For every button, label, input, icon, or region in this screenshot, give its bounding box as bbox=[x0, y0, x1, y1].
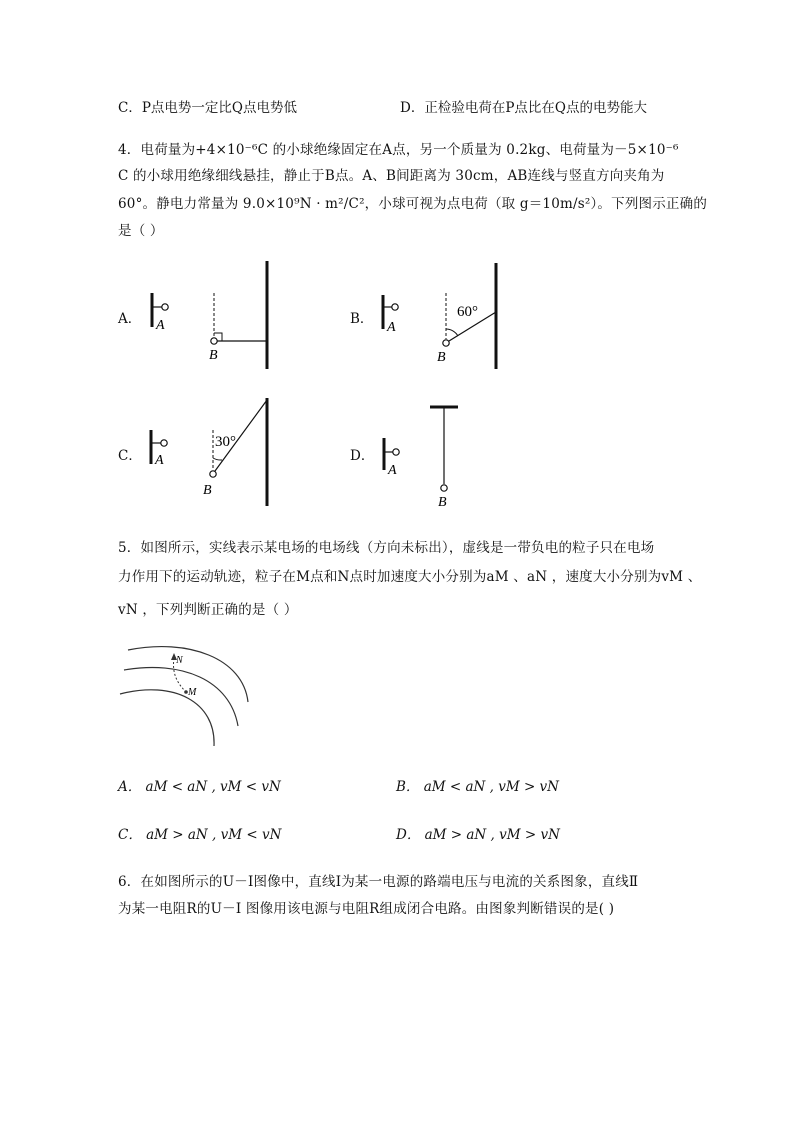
q4-figure-d bbox=[350, 392, 510, 512]
figure-d-diagram bbox=[350, 392, 510, 512]
figure-d-point-b: B bbox=[438, 495, 447, 510]
figure-b-diagram bbox=[350, 255, 510, 375]
figure-a-label: A． bbox=[118, 311, 142, 327]
q5-option-d: D． aM > aN , vM > vN bbox=[396, 827, 560, 843]
q3-option-d: D．正检验电荷在P点比在Q点的电势能大 bbox=[400, 100, 647, 116]
figure-a-diagram bbox=[118, 255, 278, 375]
q5-field-figure bbox=[118, 636, 258, 754]
q6-line-2: 为某一电阻R的U－I 图像用该电源与电阻R组成闭合电路。由图象判断错误的是( ) bbox=[118, 901, 615, 917]
q5-line-3: vN ，下列判断正确的是（ ） bbox=[118, 602, 298, 618]
figure-d-point-a: A bbox=[388, 463, 397, 478]
figure-a-point-a: A bbox=[156, 318, 165, 333]
figure-b-label: B． bbox=[350, 311, 374, 327]
q5-line-1: 5．如图所示，实线表示某电场的电场线（方向未标出），虚线是一带负电的粒子只在电场 bbox=[118, 540, 655, 556]
q4-line-1: 4．电荷量为+4×10⁻⁶C 的小球绝缘固定在A点，另一个质量为 0.2kg、电荷量为－5×10⁻⁶ bbox=[118, 142, 679, 158]
q5-option-c: C． aM > aN , vM < vN bbox=[118, 827, 282, 843]
q4-line-3: 60°。静电力常量为 9.0×10⁹N · m²/C²，小球可视为点电荷（取 g＝10m/s²）。下列图示正确的 bbox=[118, 196, 708, 212]
figure-c-label: C． bbox=[118, 448, 142, 464]
q3-option-c: C．P点电势一定比Q点电势低 bbox=[118, 100, 297, 116]
figure-b-point-b: B bbox=[437, 350, 446, 365]
point-n-label: N bbox=[176, 655, 183, 666]
q5-option-b: B． aM < aN , vM > vN bbox=[396, 779, 559, 795]
q4-figure-c bbox=[118, 392, 278, 512]
field-lines-diagram bbox=[118, 636, 258, 754]
q4-figure-a bbox=[118, 255, 278, 375]
q4-line-4: 是（ ） bbox=[118, 223, 164, 239]
figure-c-point-a: A bbox=[155, 453, 164, 468]
figure-b-angle-label: 60° bbox=[457, 304, 478, 320]
q5-option-a: A． aM < aN , vM < vN bbox=[118, 779, 281, 795]
figure-d-label: D． bbox=[350, 448, 375, 464]
figure-c-diagram bbox=[118, 392, 278, 512]
q4-line-2: C 的小球用绝缘细线悬挂，静止于B点。A、B间距离为 30cm，AB连线与竖直方向夹角为 bbox=[118, 168, 665, 184]
figure-a-point-b: B bbox=[209, 348, 218, 363]
q6-line-1: 6．在如图所示的U－I图像中，直线Ⅰ为某一电源的路端电压与电流的关系图象，直线Ⅱ bbox=[118, 874, 639, 890]
figure-c-point-b: B bbox=[203, 483, 212, 498]
figure-b-point-a: A bbox=[387, 320, 396, 335]
q5-line-2: 力作用下的运动轨迹，粒子在M点和N点时加速度大小分别为aM 、aN ，速度大小分别为vM 、 bbox=[118, 569, 702, 585]
q4-figure-b bbox=[350, 255, 510, 375]
figure-c-angle-label: 30° bbox=[215, 434, 236, 450]
point-m-label: M bbox=[188, 687, 197, 698]
